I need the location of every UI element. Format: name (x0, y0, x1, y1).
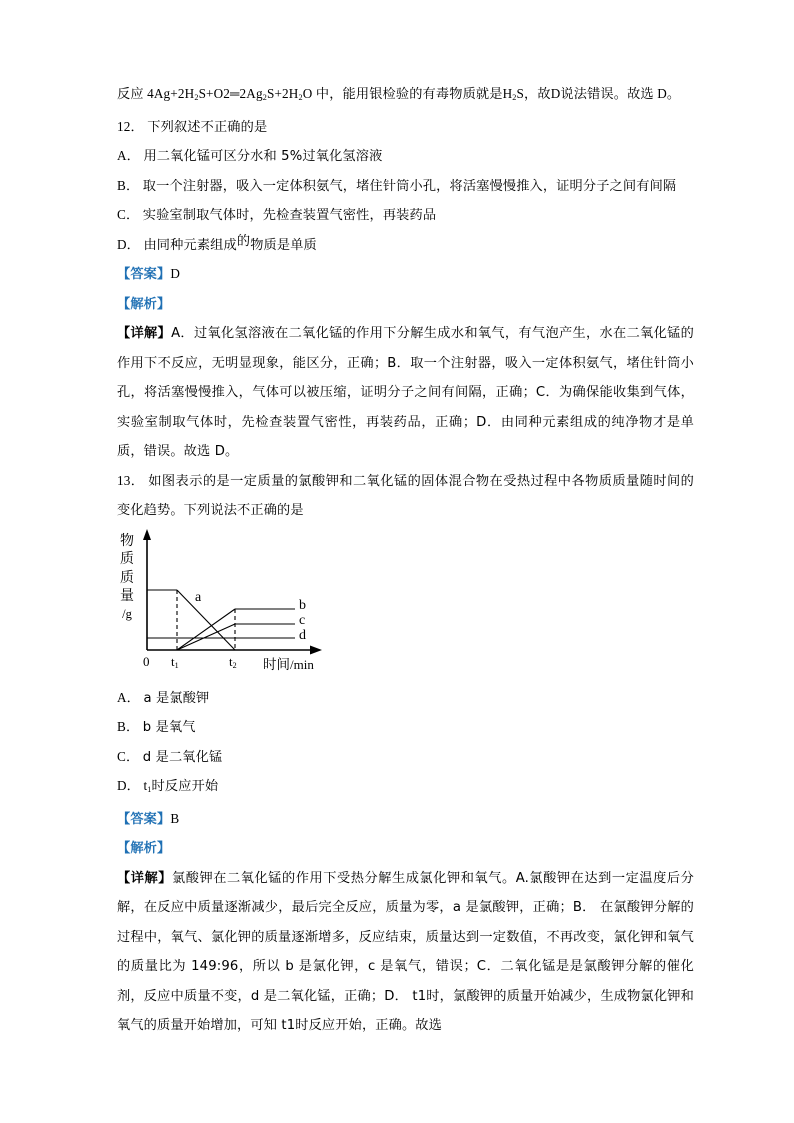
chart-x-tick-0: 0 (143, 653, 150, 669)
formula-h2s: $H_2S$ (502, 86, 525, 103)
carryover-text-3: ，故 (524, 87, 551, 102)
question-12-number: 12． (117, 118, 144, 134)
carryover-answer-d: D (657, 86, 667, 101)
answer-label: 【答案】 (117, 267, 171, 283)
chart-series-label-b: b (299, 597, 306, 613)
question-12-detail (117, 319, 694, 467)
option-d-text-after: 物质是单质 (250, 237, 317, 253)
option-d-marker: D． (117, 236, 141, 252)
q13-option-d-marker: D． (117, 778, 141, 794)
carryover-explanation-paragraph (117, 80, 694, 113)
option-c-text: 实验室制取气体时，先检查装置气密性，再装药品 (142, 208, 437, 224)
q13-detail-text: 氯酸钾在二氧化锰的作用下受热分解生成氯化钾和氧气。A.氯酸钾在达到一定温度后分解，在反应中质量逐渐减少，最后完全反应，质量为零，a 是氯酸钾，正确；B． 在氯酸钾分解的过程中，氧气、氯化钾的质量逐渐增多，反应结束，质量达到一定数值，不再改变，氯化钾和氧气的质量比为 149:96，所以 b 是氯化钾，c 是氧气，错误；C．二氧化锰是是氯酸钾分解的催化剂，反应中质量不变，d 是二氧化锰，正确；D． t1时，氯酸钾的质量开始减少，生成物氯化钾和氧气的质量开始增加，可知 t1时反应开始，正确。故选 (117, 870, 694, 1034)
chart-x-axis-title-cn: 时间 (263, 656, 290, 673)
option-d-text-raised: 的 (236, 233, 251, 249)
series-b-line (177, 609, 295, 650)
y-label-char-3: 量 (120, 588, 134, 605)
q13-answer-value: B (170, 810, 180, 826)
y-label-char-1: 质 (120, 551, 134, 568)
question-13-analysis-label-line (117, 834, 694, 864)
q13-option-a-text: a 是氯酸钾 (143, 690, 210, 706)
carryover-text-2: 中，能用银检验的有毒物质就是 (315, 87, 503, 102)
mass-time-chart (117, 528, 377, 678)
chart-x-axis-title-unit: /min (290, 656, 314, 672)
question-13-detail (117, 864, 694, 1041)
question-12-option-d (117, 231, 694, 261)
chart-x-tick-t2-base: t (229, 653, 233, 669)
question-13-answer-line (117, 805, 694, 835)
chemical-equation: $4Ag+2H_2S+O2═2Ag_2S+2H_2O$ (147, 86, 313, 103)
question-13-stem (117, 467, 694, 526)
q13-analysis-label: 【解析】 (117, 841, 171, 857)
q13-option-c-marker: C． (117, 748, 140, 764)
q13-option-c-text: d 是二氧化锰 (142, 749, 223, 765)
detail-label: 【详解】 (117, 326, 172, 342)
q13-option-d-sub: 1 (147, 785, 152, 795)
question-13-stem-text: 如图表示的是一定质量的氯酸钾和二氧化锰的固体混合物在受热过程中各物质质量随时间的变化趋势。下列说法不正确的是 (117, 473, 695, 519)
q13-detail-label: 【详解】 (117, 870, 172, 886)
y-label-char-2: 质 (120, 569, 134, 586)
chart-x-tick-t2-sub: 2 (232, 660, 237, 670)
option-b-marker: B． (117, 177, 140, 193)
q13-option-d-var: t (143, 778, 148, 794)
q13-answer-label: 【答案】 (117, 811, 171, 827)
q13-option-b-text: b 是氧气 (142, 720, 196, 736)
question-13-option-b (117, 713, 694, 743)
option-b-text: 取一个注射器，吸入一定体积氨气，堵住针筒小孔，将活塞慢慢推入，证明分子之间有间隔 (142, 178, 677, 194)
q13-option-b-marker: B． (117, 719, 140, 735)
analysis-label: 【解析】 (117, 296, 171, 312)
question-13-option-d (117, 772, 694, 805)
question-12-option-a (117, 142, 694, 172)
carryover-text-5: 。 (666, 87, 681, 102)
carryover-text-1: 反应 (117, 87, 144, 102)
y-label-unit: /g (122, 606, 132, 621)
q13-option-d-text: 时反应开始 (151, 779, 219, 795)
y-label-char-0: 物 (120, 532, 134, 549)
chart-plot-area (117, 528, 377, 678)
question-12-stem-text: 下列叙述不正确的是 (147, 119, 268, 135)
chart-series-label-d: d (299, 627, 306, 643)
series-a-line (147, 590, 235, 650)
chart-x-tick-t2 (229, 654, 237, 670)
question-13-option-c (117, 743, 694, 773)
option-c-marker: C． (117, 207, 140, 223)
question-12-option-b (117, 172, 694, 202)
chart-series-label-c: c (299, 612, 306, 628)
question-12-analysis-label-line (117, 290, 694, 320)
question-13-option-a (117, 684, 694, 714)
option-a-text: 用二氧化锰可区分水和 5%过氧化氢溶液 (143, 149, 383, 165)
question-13-figure (117, 528, 694, 680)
carryover-letter-d: D (550, 86, 561, 101)
chart-x-tick-t1-sub: 1 (174, 660, 179, 670)
option-a-marker: A． (117, 148, 141, 164)
chart-x-axis-title (263, 653, 314, 673)
option-d-text-before: 由同种元素组成 (143, 237, 237, 253)
question-13-number: 13． (117, 472, 145, 488)
q13-option-a-marker: A． (117, 689, 141, 705)
answer-value: D (170, 266, 181, 282)
question-12-answer-line (117, 260, 694, 290)
carryover-text-4: 说法错误。故选 (560, 87, 654, 102)
chart-x-tick-t1-base: t (171, 653, 175, 669)
chart-x-tick-t1 (171, 654, 179, 670)
question-12-option-c (117, 201, 694, 231)
detail-text: A．过氧化氢溶液在二氧化锰的作用下分解生成水和氧气，有气泡产生，水在二氧化锰的作用下不反应，无明显现象，能区分，正确；B．取一个注射器，吸入一定体积氨气，堵住针筒小孔，将活塞慢慢推入，气体可以被压缩，证明分子之间有间隔，正确；C．为确保能收集到气体，实验室制取气体时，先检查装置气密性，再装药品，正确；D．由同种元素组成的纯净物才是单质，错误。故选 D。 (117, 326, 694, 460)
question-12-stem (117, 113, 694, 143)
chart-series-label-a: a (195, 589, 202, 605)
